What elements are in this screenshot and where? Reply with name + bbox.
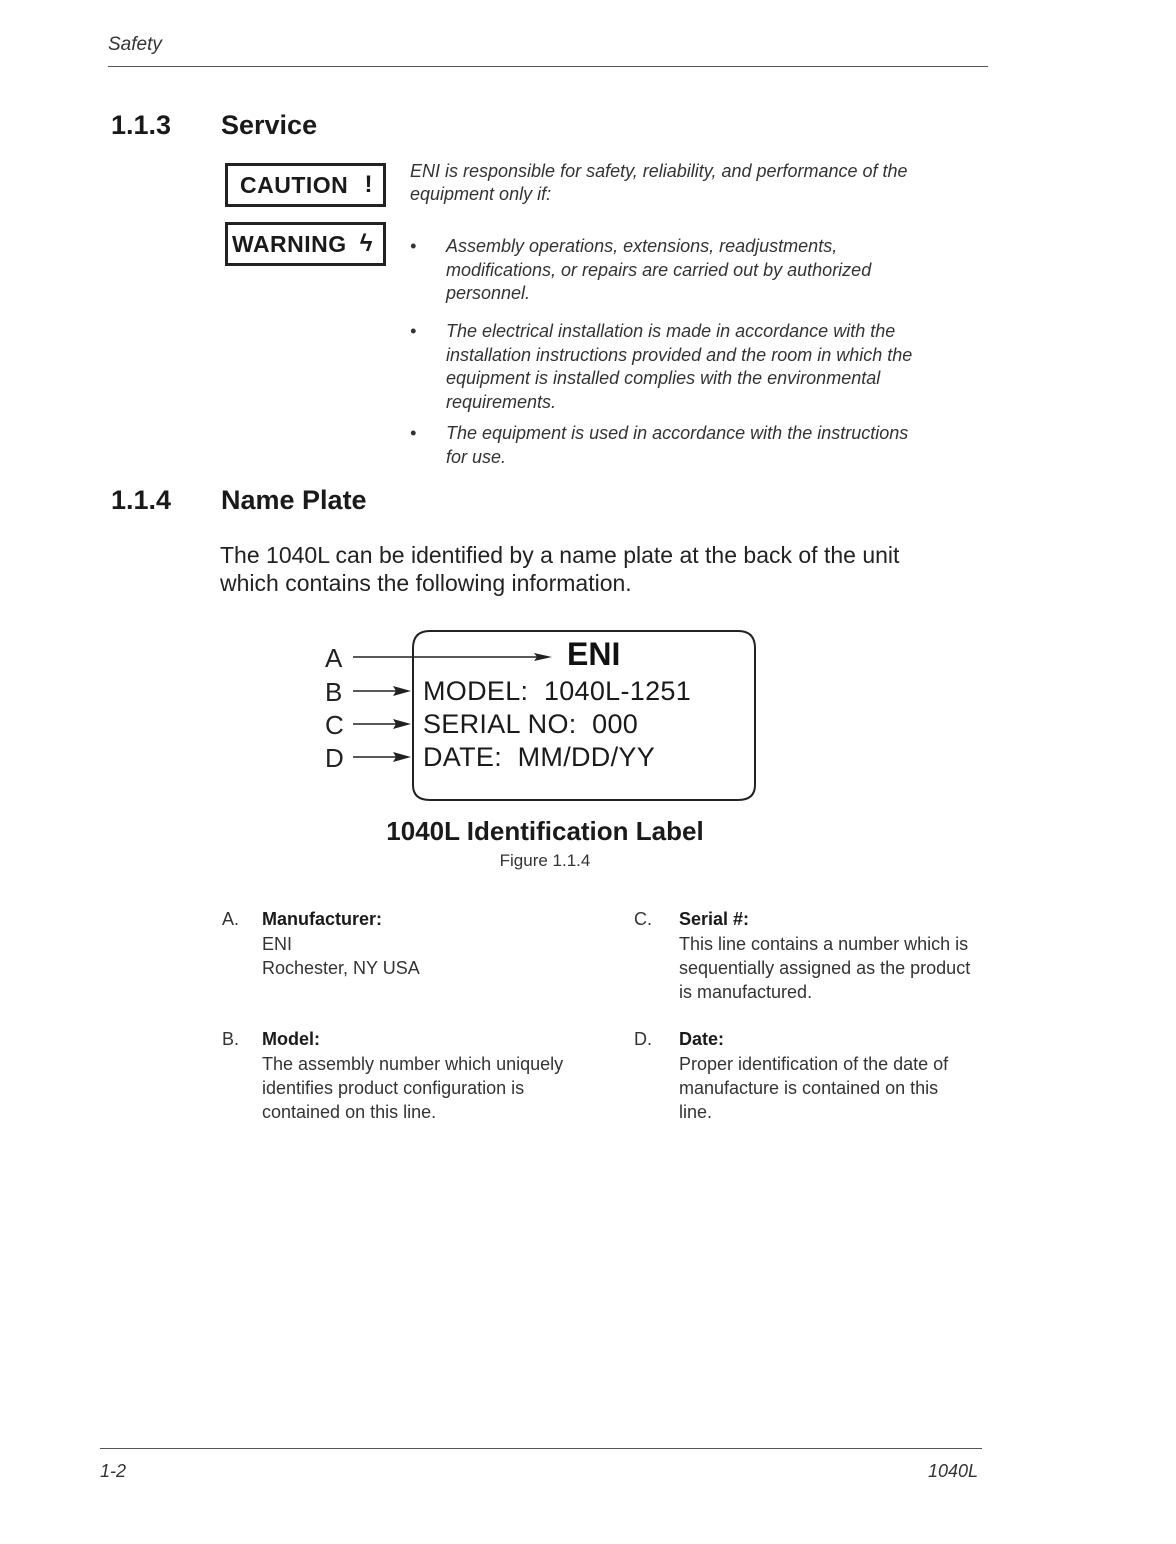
item-heading: Serial #: — [679, 909, 750, 929]
figure-caption: Figure 1.1.4 — [499, 851, 591, 870]
figure-title: 1040L Identification Label — [386, 816, 704, 846]
item-line: manufacture is contained on this — [679, 1078, 939, 1098]
item-manufacturer — [262, 909, 420, 980]
bullet-line: requirements. — [446, 391, 557, 412]
label-letter-b: B — [325, 677, 343, 707]
page-number: 1-2 — [100, 1461, 127, 1481]
footer-rule — [100, 1448, 982, 1449]
item-model — [262, 1029, 563, 1124]
bullet-line: for use. — [446, 446, 507, 467]
bullet-icon: • — [410, 236, 417, 256]
item-heading: Manufacturer: — [262, 909, 383, 929]
label-letter-a: A — [325, 643, 343, 673]
item-line: The assembly number which uniquely — [262, 1054, 564, 1074]
item-heading: Date: — [679, 1029, 725, 1049]
bullet-line: equipment is installed complies with the environmental — [446, 368, 881, 388]
intro-line: ENI is responsible for safety, reliability, and performance of the — [410, 161, 908, 181]
label-serial-line: SERIAL NO: 000 — [423, 709, 639, 739]
running-header: Safety — [108, 34, 162, 55]
section-title-name-plate: Name Plate — [221, 485, 367, 515]
label-brand: ENI — [567, 636, 621, 672]
item-line: sequentially assigned as the product — [679, 958, 971, 978]
item-letter-b: B. — [222, 1029, 240, 1049]
warning-label: WARNING — [232, 230, 347, 257]
item-line: ENI — [262, 934, 293, 954]
item-date — [679, 1029, 948, 1124]
item-line: is manufactured. — [679, 982, 813, 1002]
bullet-icon: • — [410, 423, 417, 443]
intro-line: equipment only if: — [410, 184, 552, 204]
label-date-line: DATE: MM/DD/YY — [423, 742, 656, 772]
item-letter-c: C. — [634, 909, 652, 929]
exclamation-icon: ! — [364, 171, 373, 198]
paragraph-line: The 1040L can be identified by a name plate at the back of the unit — [220, 542, 900, 568]
section-title-service: Service — [221, 110, 318, 140]
bullet-line: The equipment is used in accordance with the instructions — [446, 423, 909, 443]
item-letter-a: A. — [222, 909, 240, 929]
bullet-line: installation instructions provided and the room in which the — [446, 344, 913, 365]
bullet-icon: • — [410, 321, 417, 341]
item-heading: Model: — [262, 1029, 320, 1049]
lightning-icon: ϟ — [359, 230, 373, 257]
item-line: Proper identification of the date of — [679, 1054, 949, 1074]
bullet-line: modifications, or repairs are carried out by authorized — [446, 259, 872, 280]
paragraph-line: which contains the following information. — [220, 570, 632, 596]
section-number-service: 1.1.3 — [111, 110, 172, 140]
label-model-line: MODEL: 1040L-1251 — [423, 676, 692, 706]
item-line: line. — [679, 1102, 713, 1122]
label-letter-c: C — [325, 710, 344, 740]
item-line: This line contains a number which is — [679, 934, 969, 954]
item-line: contained on this line. — [262, 1102, 437, 1122]
item-line: identifies product configuration is — [262, 1078, 525, 1098]
caution-label: CAUTION — [240, 171, 349, 198]
label-letter-d: D — [325, 743, 344, 773]
item-serial — [679, 909, 970, 1004]
bullet-line: The electrical installation is made in accordance with the — [446, 321, 896, 341]
item-letter-d: D. — [634, 1029, 652, 1049]
footer-model: 1040L — [928, 1461, 979, 1481]
bullet-line: personnel. — [446, 283, 531, 303]
item-line: Rochester, NY USA — [262, 958, 420, 978]
section-number-name-plate: 1.1.4 — [111, 485, 172, 515]
bullet-line: Assembly operations, extensions, readjustments, — [446, 236, 838, 256]
